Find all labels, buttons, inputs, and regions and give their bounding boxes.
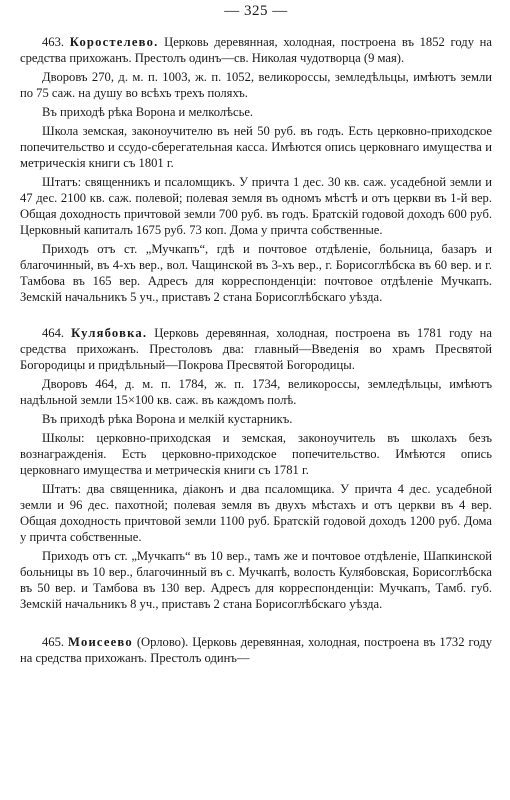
paragraph-parish-location: Приходъ отъ ст. „Мучкапъ“, гдѣ и почтовое отдѣленіе, больница, базаръ и благочинный, въ 4-хъ вер., вол. Чащинской въ 3-хъ вер., г. Борисоглѣбска въ 60 вер. и г. Тамбова въ 165 вер. Адресъ для корреспонденціи: почтовое отдѣленіе Мучкапъ. Земскій начальникъ 5 уч., приставъ 2 стана Борисоглѣбскаго уѣзда.: [20, 242, 492, 304]
paragraph-households: Дворовъ 270, д. м. п. 1003, ж. п. 1052, великороссы, земледѣльцы, имѣютъ земли по 75 саж. на душу во всѣхъ трехъ поляхъ.: [20, 70, 492, 100]
entry-heading-text: (Орлово). Церковь деревянная, холодная, построена въ 1732 году на средства прихожанъ. Престолъ одинъ—: [20, 635, 492, 665]
entry-number: 464.: [42, 326, 65, 340]
entry-name: Кулябовка.: [71, 326, 148, 340]
page-number: — 325 —: [224, 3, 288, 19]
entry-separator: [20, 305, 492, 325]
entry-heading: [20, 325, 492, 373]
entry-heading: [20, 34, 492, 66]
paragraph-households: Дворовъ 464, д. м. п. 1784, ж. п. 1734, великороссы, земледѣльцы, имѣютъ надѣльной земли 15×100 кв. саж. въ каждомъ полѣ.: [20, 377, 492, 407]
paragraph-school: Школы: церковно-приходская и земская, законоучитель въ школахъ безъ вознагражденія. Есть церковно-приходское попечительство. Имѣются опись церковнаго имущества и метрическія книги съ 1781 г.: [20, 431, 492, 477]
entry-number: 465.: [42, 635, 65, 649]
paragraph-river: Въ приходѣ рѣка Ворона и мелкій кустарникъ.: [42, 412, 293, 426]
paragraph-staff: Штатъ: священникъ и псаломщикъ. У причта 1 дес. 30 кв. саж. усадебной земли и 47 дес. 2100 кв. саж. полевой; полевая земля въ одномъ мѣстѣ и отъ церкви въ 1-й вер. Общая доходность причтовой земли 700 руб. въ годъ. Братскій годовой доходъ 600 руб. Церковный капиталъ 1675 руб. 73 коп. Дома у причта собственные.: [20, 175, 492, 237]
entry-463: [20, 34, 492, 305]
entry-name: Коростелево.: [69, 35, 159, 49]
entry-465: [20, 634, 492, 666]
entry-number: 463.: [42, 35, 65, 49]
entry-heading-text: Церковь деревянная, холодная, построена въ 1852 году на средства прихожанъ. Престолъ одинъ—св. Николая чудотворца (9 мая).: [20, 35, 492, 65]
entry-464: [20, 325, 492, 612]
entry-name: Моисеево: [68, 635, 133, 649]
paragraph-parish-location: Приходъ отъ ст. „Мучкапъ“ въ 10 вер., тамъ же и почтовое отдѣленіе, Шапкинской больницы въ 10 вер., благочинный въ с. Мучкапѣ, волость Кулябовская, Борисоглѣбска въ 50 вер. и Тамбова въ 130 вер. Адресъ для корреспонденціи: Мучкапъ, Тамб. губ. Земскій начальникъ 8 уч., приставъ 2 стана Борисоглѣбскаго уѣзда.: [20, 549, 492, 611]
paragraph-school: Школа земская, законоучителю въ ней 50 руб. въ годъ. Есть церковно-приходское попечительство и ссудо-сберегательная касса. Имѣются опись церковнаго имущества и метрическія книги съ 1801 г.: [20, 124, 492, 170]
paragraph-staff: Штатъ: два священника, діаконъ и два псаломщика. У причта 4 дес. усадебной земли и 96 дес. пахотной; полевая земля въ двухъ мѣстахъ и отъ церкви въ 4 вер. Общая доходность причтовой земли 1100 руб. Братскій годовой доходъ 1200 руб. Дома у причта собственные.: [20, 482, 492, 544]
entry-separator: [20, 612, 492, 634]
paragraph-river: Въ приходѣ рѣка Ворона и мелколѣсье.: [42, 105, 254, 119]
entry-heading-text: Церковь деревянная, холодная, построена въ 1781 году на средства прихожанъ. Престоловъ два: главный—Введенія во храмъ Пресвятой Богородицы и придѣльный—Покрова Пресвятой Богородицы.: [20, 326, 492, 372]
entry-heading: [20, 634, 492, 666]
